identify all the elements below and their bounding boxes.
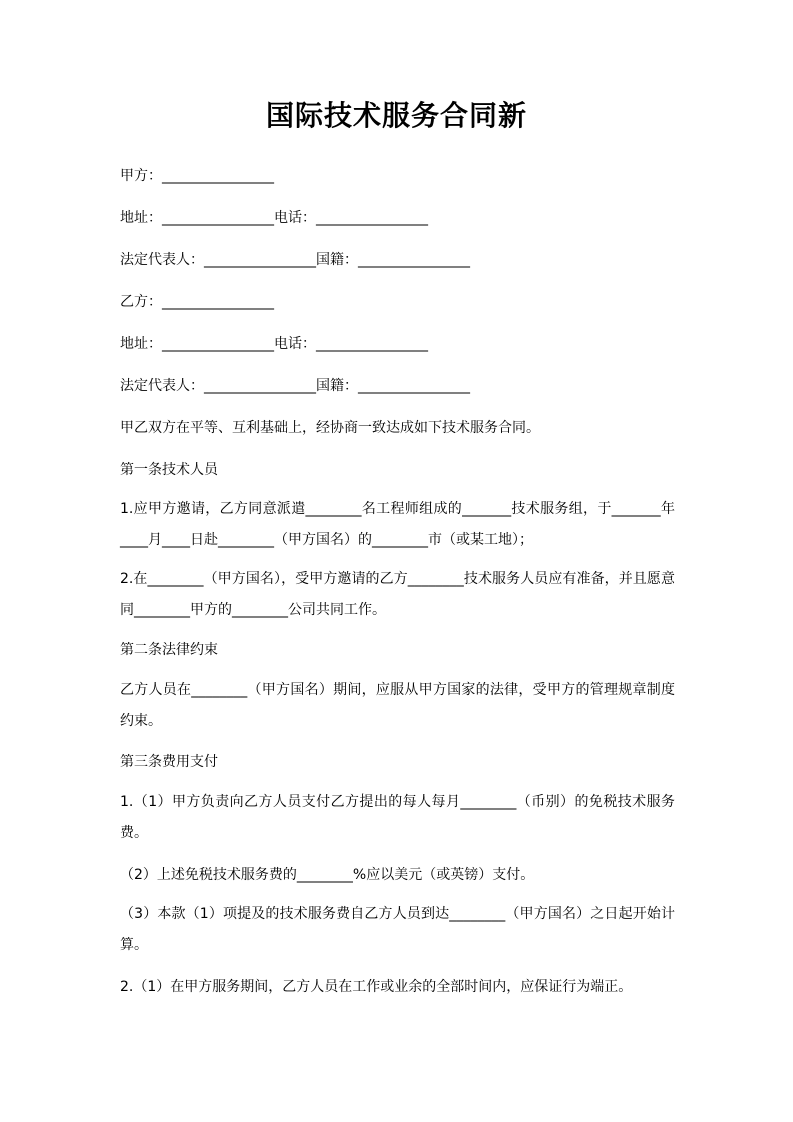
party-a-address-phone-line: 地址：________________电话：________________: [120, 210, 428, 226]
article-2-body: 乙方人员在________（甲方国名）期间，应服从甲方国家的法律，受甲方的管理规章制度约束。: [120, 682, 675, 729]
article-1-item-2: 2.在________（甲方国名），受甲方邀请的乙方________技术服务人员应有准备，并且愿意同________甲方的________公司共同工作。: [120, 571, 675, 618]
article-3-item-1-2: （2）上述免税技术服务费的________%应以美元（或英镑）支付。: [120, 867, 535, 883]
article-2-heading: 第二条法律约束: [120, 642, 218, 658]
preamble-text: 甲乙双方在平等、互利基础上，经协商一致达成如下技术服务合同。: [120, 420, 540, 436]
article-3-heading: 第三条费用支付: [120, 754, 218, 770]
article-1-item-1: 1.应甲方邀请，乙方同意派遣________名工程师组成的_______技术服务组，于_______年____月____日赴________（甲方国名）的________市（或某工地）；: [120, 501, 675, 548]
article-3-item-2-1: 2.（1）在甲方服务期间，乙方人员在工作或业余的全部时间内，应保证行为端正。: [120, 979, 633, 995]
document-title: 国际技术服务合同新: [265, 99, 527, 132]
party-b-address-phone-line: 地址：________________电话：________________: [120, 336, 428, 352]
article-3-item-1-1: 1.（1）甲方负责向乙方人员支付乙方提出的每人每月________（币别）的免税技术服务费。: [120, 794, 675, 841]
party-a-rep-nationality-line: 法定代表人：________________国籍：________________: [120, 252, 470, 268]
article-1-heading: 第一条技术人员: [120, 462, 218, 478]
party-b-rep-nationality-line: 法定代表人：________________国籍：________________: [120, 378, 470, 394]
party-a-name-line: 甲方：________________: [120, 168, 274, 184]
article-3-item-1-3: （3）本款（1）项提及的技术服务费自乙方人员到达________（甲方国名）之日起开始计算。: [120, 906, 675, 953]
party-b-name-line: 乙方：________________: [120, 294, 274, 310]
